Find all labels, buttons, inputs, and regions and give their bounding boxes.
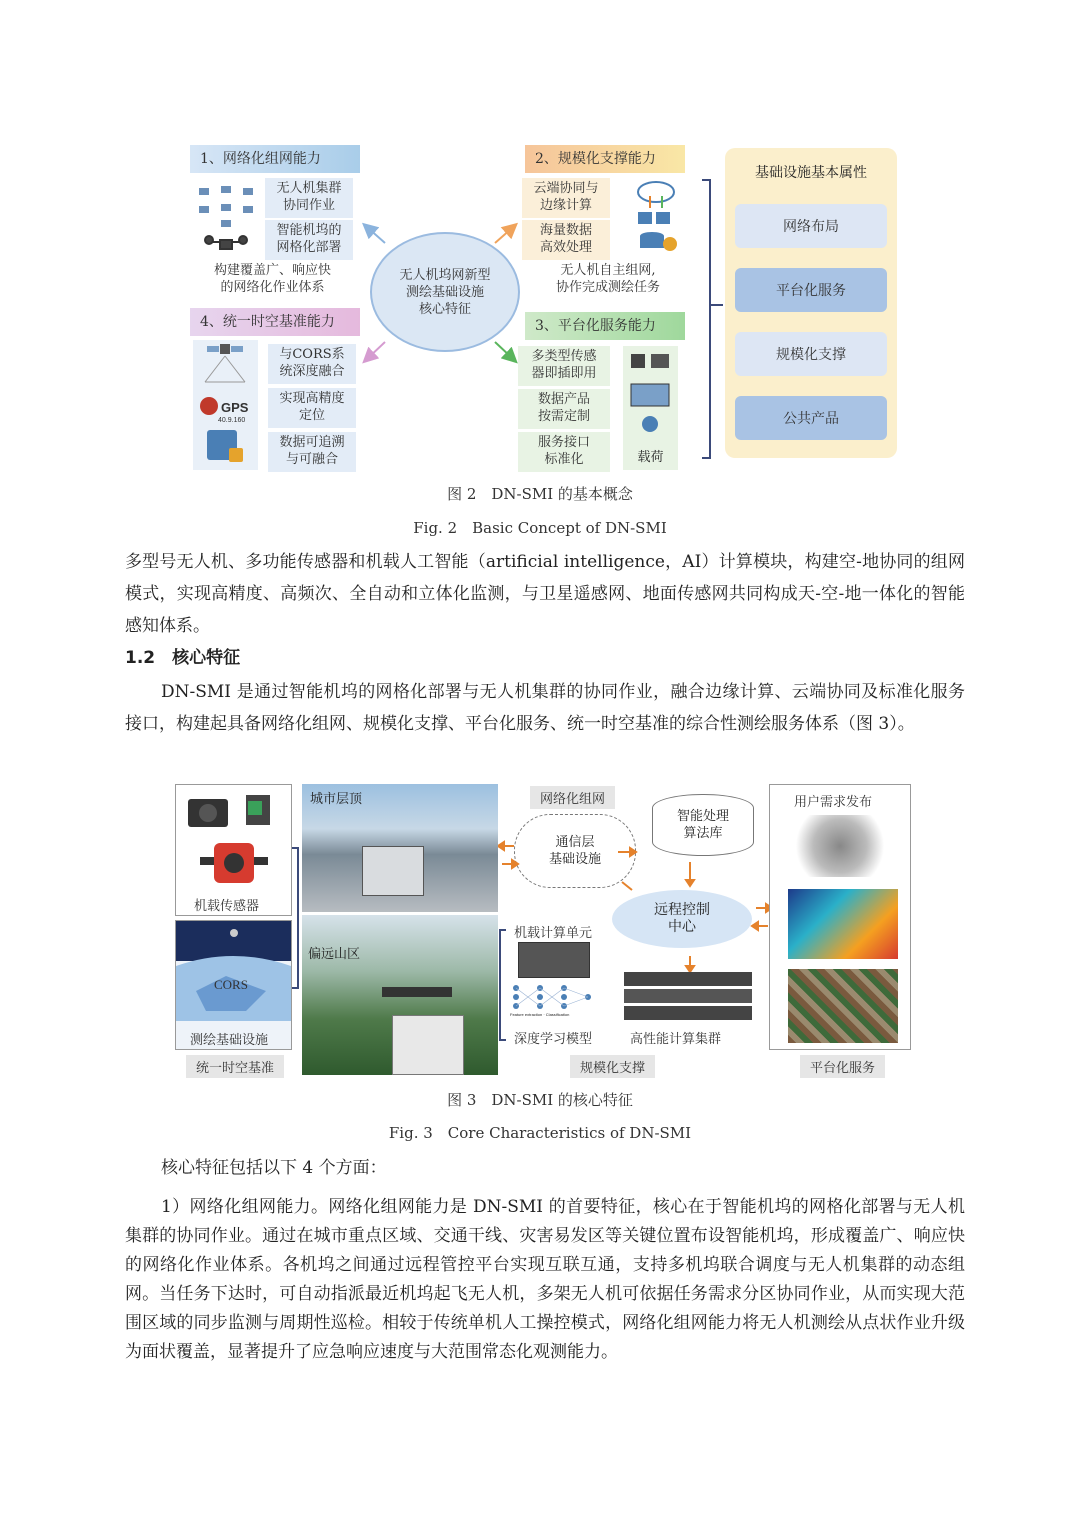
remote-mountain-photo xyxy=(302,915,498,1075)
comm-layer-label: 通信层 基础设施 xyxy=(548,835,601,867)
scale-support-tag: 规模化支撑 xyxy=(570,1055,655,1078)
pointcloud-image xyxy=(790,815,890,877)
dock-box xyxy=(362,846,424,896)
cors-label: CORS xyxy=(214,977,248,992)
airborne-sensor-label: 机载传感器 xyxy=(194,899,260,914)
sec3-header: 3、平台化服务能力 xyxy=(525,312,685,340)
neural-net-icon xyxy=(510,982,594,1020)
camera-icon xyxy=(176,785,291,890)
user-release-label: 用户需求发布 xyxy=(794,795,873,810)
algo-lib-label: 智能处理 算法库 xyxy=(676,809,729,841)
city-aerial-image xyxy=(788,969,898,1043)
sec2-note: 无人机自主组网, 协作完成测绘任务 xyxy=(555,263,660,295)
dock-shape xyxy=(392,1015,464,1075)
attribute-panel xyxy=(725,148,897,458)
sec4-item-3: 数据可追溯 与可融合 xyxy=(268,432,356,472)
paragraph-3: 核心特征包括以下 4 个方面： xyxy=(161,1158,387,1178)
attribute-title: 基础设施基本属性 xyxy=(755,165,867,181)
attribute-network: 网络布局 xyxy=(735,204,887,248)
sensor-icon xyxy=(623,346,678,441)
city-rooftop-photo xyxy=(302,784,498,912)
paragraph-1: 多型号无人机、多功能传感器和机载人工智能（artificial intelligence，AI）计算模块，构建空-地协同的组网模式，实现高精度、高频次、全自动和立体化监测，与卫星遥感网、地面传感网共同构成天-空-地一体化的智能感知体系。 xyxy=(125,552,965,636)
hpc-cluster-shape xyxy=(624,972,752,1024)
payload-label: 载荷 xyxy=(637,450,664,465)
sec3-item-3: 服务接口 标准化 xyxy=(518,432,610,472)
onboard-unit-shape xyxy=(518,942,590,978)
earth-satellite-icon xyxy=(176,921,291,1021)
attribute-scale: 规模化支撑 xyxy=(735,332,887,376)
left-bracket xyxy=(290,782,302,1052)
fig2-caption-cn: 图 2 DN-SMI 的基本概念 xyxy=(447,485,633,503)
gps-coord: 40.9.160 xyxy=(218,417,246,424)
core-concept-label: 无人机坞网新型 测绘基础设施 核心特征 xyxy=(399,267,491,317)
onboard-unit-label: 机载计算单元 xyxy=(514,926,593,941)
fig3-caption-cn: 图 3 DN-SMI 的核心特征 xyxy=(447,1091,633,1109)
sec1-item-2: 智能机坞的 网格化部署 xyxy=(265,220,353,260)
sec4-item-1: 与CORS系 统深度融合 xyxy=(268,344,356,384)
payload-panel xyxy=(623,346,678,470)
attribute-public: 公共产品 xyxy=(735,396,887,440)
sec3-item-1: 多类型传感 器即插即用 xyxy=(518,346,610,386)
city-roof-label: 城市层顶 xyxy=(310,792,363,807)
cloud-server-icon xyxy=(630,178,682,258)
attribute-platform: 平台化服务 xyxy=(735,268,887,312)
airborne-sensor-panel xyxy=(175,784,292,916)
paragraph-4: 1）网络化组网能力。网络化组网能力是 DN-SMI 的首要特征，核心在于智能机坞的网格化部署与无人机集群的协同作业。通过在城市重点区域、交通干线、灾害易发区等关键位置布设智能机坞，形成覆盖广、响应快的网络化作业体系。各机坞之间通过远程管控平台实现互联互通，支持多机坞联合调度与无人机集群的动态组网。当任务下达时，可自动指派最近机坞起飞无人机，多架无人机可依据任务需求分区协同作业，从而实现大范围区域的同步监测与周期性巡检。相较于传统单机人工操控模式，网络化组网能力将无人机测绘从点状作业升级为面状覆盖，显著提升了应急响应速度与大范围常态化观测能力。 xyxy=(125,1197,965,1362)
sec4-item-2: 实现高精度 定位 xyxy=(268,388,356,428)
sec4-header: 4、统一时空基准能力 xyxy=(190,308,360,336)
remote-center-label: 远程控制 中心 xyxy=(654,902,710,935)
fig2-caption-en: Fig. 2 Basic Concept of DN-SMI xyxy=(413,519,667,537)
network-tag: 网络化组网 xyxy=(530,786,615,809)
paragraph-2: DN-SMI 是通过智能机坞的网格化部署与无人机集群的协同作业，融合边缘计算、云端协同及标准化服务接口，构建起具备网络化组网、规模化支撑、平台化服务、统一时空基准的综合性测绘服务体系（图 3）。 xyxy=(125,682,965,734)
drone-shape xyxy=(382,987,452,997)
sec2-item-2: 海量数据 高效处理 xyxy=(522,220,610,260)
survey-infra-panel xyxy=(175,920,292,1050)
hpc-label: 高性能计算集群 xyxy=(630,1032,722,1047)
platform-service-tag: 平台化服务 xyxy=(800,1055,885,1078)
sec2-item-1: 云端协同与 边缘计算 xyxy=(522,178,610,218)
sec2-header: 2、规模化支撑能力 xyxy=(525,145,685,173)
section-heading: 1.2 核心特征 xyxy=(125,648,241,668)
unified-spacetime-tag: 统一时空基准 xyxy=(186,1055,284,1078)
deep-model-label: 深度学习模型 xyxy=(514,1032,593,1047)
figure-3 xyxy=(172,782,912,1082)
user-release-panel xyxy=(769,784,911,1050)
svg-text:GPS: GPS xyxy=(221,400,249,415)
remote-mountain-label: 偏远山区 xyxy=(308,947,361,962)
fig3-caption-en: Fig. 3 Core Characteristics of DN-SMI xyxy=(388,1124,692,1142)
survey-infra-label: 测绘基础设施 xyxy=(190,1033,269,1048)
feature-text: Feature extraction · Classification xyxy=(510,1012,570,1017)
sec1-header: 1、网络化组网能力 xyxy=(190,145,360,173)
figure-2 xyxy=(190,140,900,480)
sec1-note: 构建覆盖广、响应快 的网络化作业体系 xyxy=(213,263,331,295)
sec1-item-1: 无人机集群 协同作业 xyxy=(265,178,353,218)
sec3-item-2: 数据产品 按需定制 xyxy=(518,389,610,429)
heatmap-image xyxy=(788,889,898,959)
